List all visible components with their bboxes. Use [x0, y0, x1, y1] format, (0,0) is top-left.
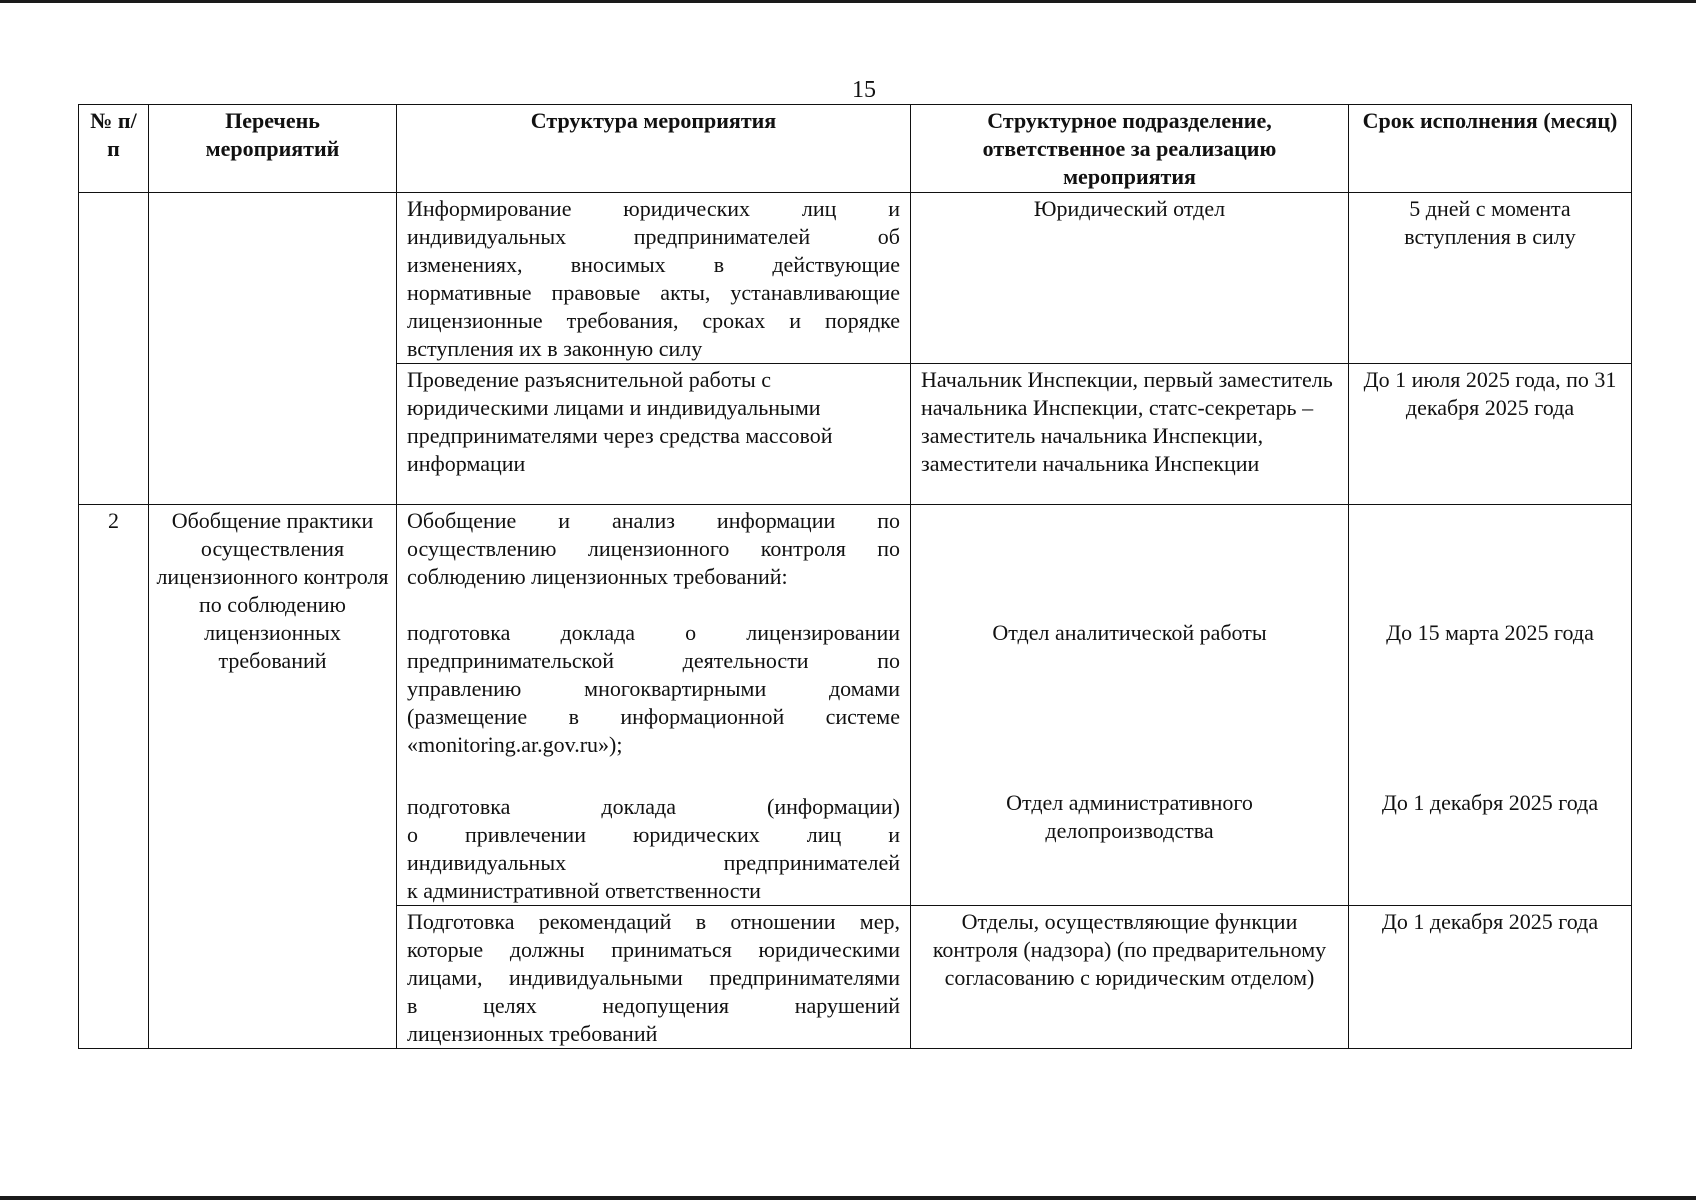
structure-line: которые должны приниматься юридическими [407, 937, 900, 962]
structure-line: Информирование юридических лиц и [407, 196, 900, 221]
structure-line: индивидуальных предпринимателей [407, 850, 900, 875]
structure-line: лицами, индивидуальными предпринимателями [407, 965, 900, 990]
department-text: Начальник Инспекции, первый заместитель начальника Инспекции, статс-секретарь – заместитель начальника Инспекции, заместители начальника Инспекции [921, 367, 1333, 476]
structure-cell [397, 505, 911, 906]
structure-line: лицензионных требований [407, 1021, 658, 1046]
department-text: Отдел аналитической работы [992, 620, 1267, 645]
structure-line: о привлечении юридических лиц и [407, 822, 900, 847]
structure-line: «monitoring.ar.gov.ru»); [407, 732, 623, 757]
row-num-cell [79, 505, 149, 1049]
structure-text: Проведение разъяснительной работы с юридическими лицами и индивидуальными предпринимателями через средства массовой информации [407, 367, 833, 476]
structure-line: изменениях, вносимых в действующие [407, 252, 900, 277]
table-header-row [79, 105, 1632, 193]
header-events: Перечень мероприятий [149, 105, 397, 193]
deadline-text: До 1 декабря 2025 года [1381, 909, 1599, 934]
structure-line: к административной ответственности [407, 878, 761, 903]
row-num-cell [79, 193, 149, 505]
scan-edge-top [0, 0, 1696, 3]
structure-line: подготовка доклада (информации) [407, 794, 900, 819]
structure-line: в целях недопущения нарушений [407, 993, 900, 1018]
deadline-text: До 15 марта 2025 года [1386, 620, 1594, 645]
department-cell [911, 364, 1349, 505]
events-table [78, 104, 1632, 1049]
header-num: № п/п [79, 105, 149, 193]
structure-line: нормативные правовые акты, устанавливающие [407, 280, 900, 305]
row-events-cell [149, 193, 397, 505]
table-row [79, 193, 1632, 364]
department-text: Отделы, осуществляющие функции контроля (надзора) (по предварительному согласованию с юридическим отделом) [932, 909, 1327, 990]
deadline-text: До 1 июля 2025 года, по 31 декабря 2025 года [1363, 367, 1617, 420]
structure-cell [397, 193, 911, 364]
deadline-cell [1349, 364, 1632, 505]
structure-cell [397, 906, 911, 1049]
table-row [79, 505, 1632, 906]
department-cell [911, 505, 1349, 906]
deadline-cell [1349, 193, 1632, 364]
structure-line: вступления их в законную силу [407, 336, 703, 361]
structure-line: управлению многоквартирными домами [407, 676, 900, 701]
structure-line: лицензионные требования, сроках и порядке [407, 308, 900, 333]
structure-line: осуществлению лицензионного контроля по [407, 536, 900, 561]
row-events-cell [149, 505, 397, 1049]
department-cell [911, 906, 1349, 1049]
header-deadline: Срок исполнения (месяц) [1349, 105, 1632, 193]
deadline-text: До 1 декабря 2025 года [1381, 790, 1599, 815]
deadline-cell [1349, 906, 1632, 1049]
page-number: 15 [852, 77, 876, 103]
row-num: 2 [108, 508, 119, 533]
department-cell [911, 193, 1349, 364]
department-text: Юридический отдел [1033, 196, 1226, 221]
structure-cell [397, 364, 911, 505]
structure-line: индивидуальных предпринимателей об [407, 224, 900, 249]
structure-line: соблюдению лицензионных требований: [407, 564, 788, 589]
department-text: Отдел административного делопроизводства [1006, 790, 1253, 843]
header-structure: Структура мероприятия [397, 105, 911, 193]
deadline-cell [1349, 505, 1632, 906]
structure-line: Обобщение и анализ информации по [407, 508, 900, 533]
structure-line: (размещение в информационной системе [407, 704, 900, 729]
structure-line: предпринимательской деятельности по [407, 648, 900, 673]
header-department: Структурное подразделение, ответственное за реализацию мероприятия [911, 105, 1349, 193]
structure-line: Подготовка рекомендаций в отношении мер, [407, 909, 900, 934]
structure-line: подготовка доклада о лицензировании [407, 620, 900, 645]
deadline-text: 5 дней с момента вступления в силу [1404, 196, 1576, 249]
events-text: Обобщение практики осуществления лицензионного контроля по соблюдению лицензионных требований [156, 508, 389, 673]
scan-edge-bottom [0, 1196, 1696, 1200]
